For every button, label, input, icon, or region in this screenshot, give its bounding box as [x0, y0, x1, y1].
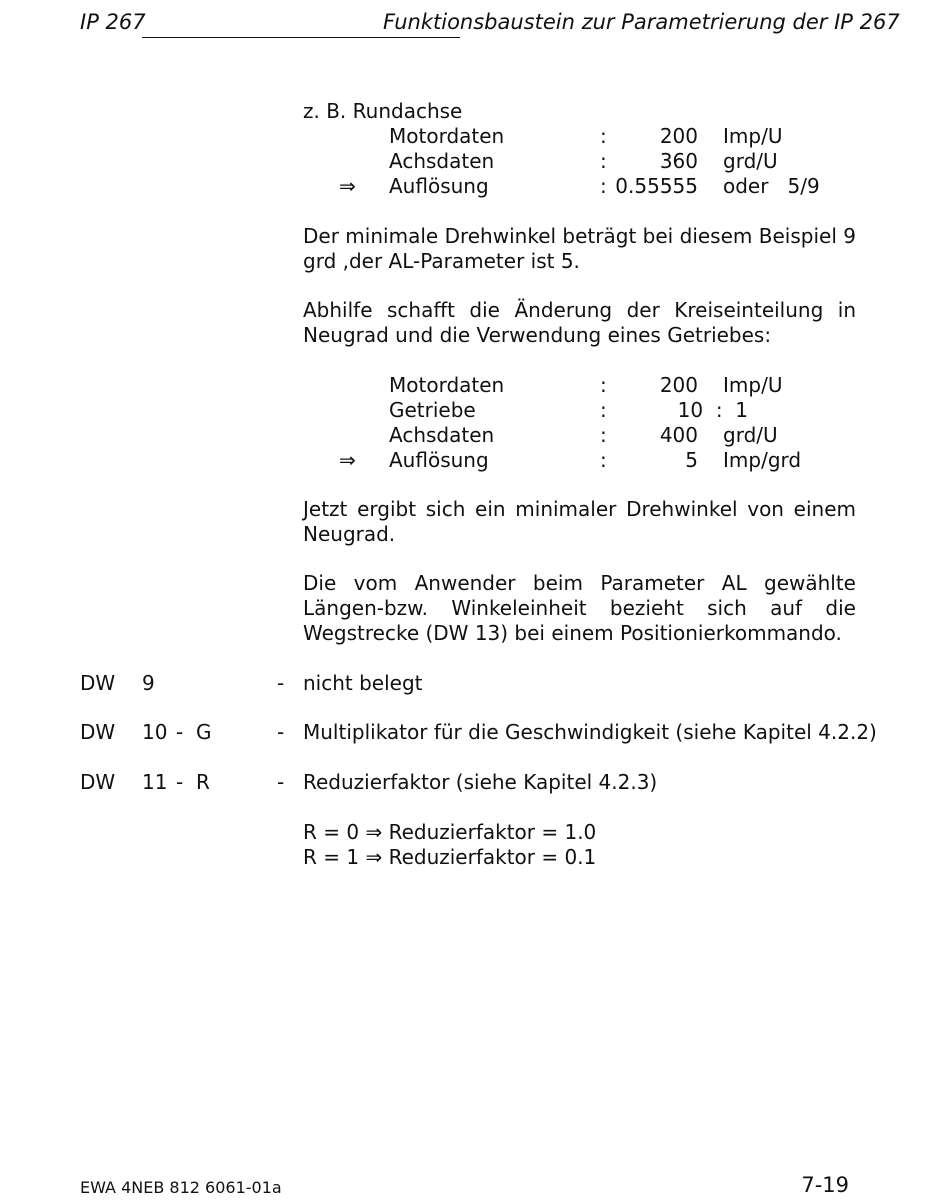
table-row	[303, 124, 863, 149]
dataword-separator: -	[176, 720, 184, 744]
row-unit: Imp/U	[723, 124, 783, 148]
dataword-description: Multiplikator für die Geschwindigkeit (siehe Kapitel 4.2.2)	[303, 720, 877, 744]
dataword-prefix: DW	[80, 720, 116, 744]
dataword-row	[80, 720, 877, 745]
header-title: Funktionsbaustein zur Parametrierung der IP 267	[383, 10, 900, 34]
row-label: Achsdaten	[389, 149, 495, 173]
implies-arrow: ⇒	[339, 174, 356, 198]
header-rule	[142, 37, 460, 38]
row-colon: :	[600, 174, 607, 198]
example1-intro: z. B. Rundachse	[303, 99, 463, 123]
row-label: Motordaten	[389, 124, 505, 148]
row-unit: Imp/U	[723, 373, 783, 397]
row-label: Getriebe	[389, 398, 476, 422]
dataword-code: G	[196, 720, 212, 744]
reduction-line: R = 1 ⇒ Reduzierfaktor = 0.1	[303, 845, 597, 869]
row-value: 5	[685, 448, 698, 472]
dataword-description: nicht belegt	[303, 671, 423, 695]
row-value: 200	[659, 124, 698, 148]
row-unit: grd/U	[723, 149, 778, 173]
dataword-separator: -	[176, 770, 184, 794]
dataword-description: Reduzierfaktor (siehe Kapitel 4.2.3)	[303, 770, 658, 794]
row-label: Auflösung	[389, 448, 489, 472]
footer-page-number: 7-19	[801, 1173, 849, 1197]
dataword-prefix: DW	[80, 770, 116, 794]
dataword-dash: -	[277, 720, 285, 744]
example1-table	[303, 124, 863, 199]
table-row	[303, 398, 863, 423]
row-value: 10 : 1	[677, 398, 748, 422]
paragraph-remedy: Abhilfe schafft die Änderung der Kreiseinteilung in Neugrad und die Verwendung eines Getriebes:	[303, 298, 856, 347]
dataword-number: 9	[142, 671, 155, 695]
dataword-number: 10	[142, 720, 168, 744]
table-row	[303, 423, 863, 448]
example2-table	[303, 373, 863, 473]
page-header	[80, 10, 900, 40]
header-device: IP 267	[80, 10, 146, 34]
reduction-line: R = 0 ⇒ Reduzierfaktor = 1.0	[303, 820, 597, 844]
dataword-prefix: DW	[80, 671, 116, 695]
table-row	[303, 448, 863, 473]
dataword-dash: -	[277, 770, 285, 794]
row-colon: :	[600, 149, 607, 173]
row-colon: :	[600, 398, 607, 422]
dataword-row	[80, 770, 870, 795]
footer-document-id: EWA 4NEB 812 6061-01a	[80, 1178, 282, 1197]
row-label: Achsdaten	[389, 423, 495, 447]
dataword-row	[80, 671, 870, 696]
row-value: 400	[659, 423, 698, 447]
table-row	[303, 149, 863, 174]
table-row	[303, 373, 863, 398]
dataword-number: 11	[142, 770, 168, 794]
paragraph-result: Jetzt ergibt sich ein minimaler Drehwinkel von einem Neugrad.	[303, 497, 856, 546]
row-label: Motordaten	[389, 373, 505, 397]
dataword-dash: -	[277, 671, 285, 695]
row-label: Auflösung	[389, 174, 489, 198]
dataword-code: R	[196, 770, 210, 794]
row-value: 360	[659, 149, 698, 173]
row-colon: :	[600, 448, 607, 472]
row-colon: :	[600, 124, 607, 148]
row-unit: oder 5/9	[723, 174, 820, 198]
paragraph-min-angle: Der minimale Drehwinkel beträgt bei diesem Beispiel 9 grd ,der AL-Parameter ist 5.	[303, 224, 856, 273]
implies-arrow: ⇒	[339, 448, 356, 472]
row-colon: :	[600, 423, 607, 447]
paragraph-units: Die vom Anwender beim Parameter AL gewählte Längen-bzw. Winkeleinheit bezieht sich auf die Wegstrecke (DW 13) bei einem Positionierkommando.	[303, 571, 856, 645]
row-unit: Imp/grd	[723, 448, 802, 472]
row-unit: grd/U	[723, 423, 778, 447]
row-value: 0.55555	[615, 174, 698, 198]
table-row	[303, 174, 863, 199]
row-colon: :	[600, 373, 607, 397]
row-value: 200	[659, 373, 698, 397]
